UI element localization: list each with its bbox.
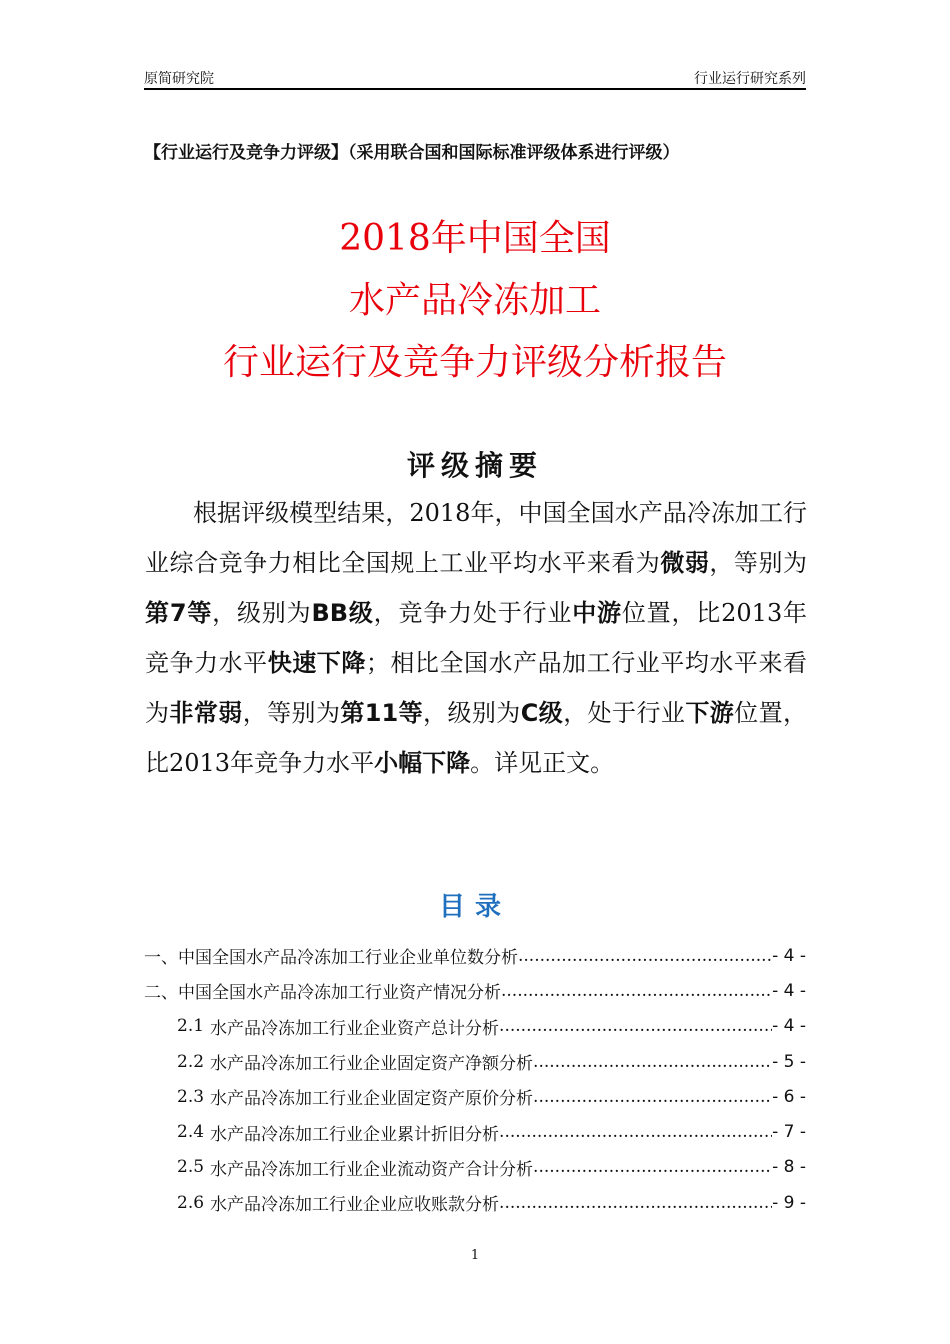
toc-leader — [499, 1122, 772, 1142]
toc-title[interactable]: 水产品冷冻加工行业企业固定资产净额分析 — [210, 1054, 534, 1075]
table-of-contents — [144, 938, 806, 1220]
toc-leader — [499, 1193, 772, 1213]
toc-number: 2.1 — [177, 1016, 205, 1037]
toc-number: 2.3 — [177, 1086, 205, 1107]
summary-highlight: C级 — [520, 699, 564, 727]
summary-highlight: 快速下降 — [267, 649, 366, 677]
summary-text: ，级别为 — [212, 599, 312, 627]
summary-text: ，等别为 — [709, 549, 808, 577]
summary-heading: 评级摘要 — [406, 449, 543, 482]
toc-entry[interactable] — [144, 1114, 806, 1149]
header-series: 行业运行研究系列 — [694, 71, 806, 87]
toc-number: 2.2 — [177, 1051, 205, 1072]
toc-page: - 4 - — [772, 945, 806, 966]
toc-entry[interactable] — [144, 1009, 806, 1044]
toc-title[interactable]: 一、中国全国水产品冷冻加工行业企业单位数分析 — [144, 948, 518, 969]
toc-leader — [533, 1052, 772, 1072]
page-header — [144, 66, 806, 90]
summary-highlight: BB级 — [311, 599, 374, 627]
toc-page: - 9 - — [772, 1192, 806, 1213]
toc-title[interactable]: 水产品冷冻加工行业企业应收账款分析 — [210, 1195, 500, 1216]
summary-highlight: 微弱 — [660, 549, 710, 577]
summary-text: ，等别为 — [242, 699, 341, 727]
report-title — [0, 208, 950, 394]
summary-paragraph — [145, 488, 807, 788]
toc-title[interactable]: 水产品冷冻加工行业企业累计折旧分析 — [210, 1124, 500, 1145]
title-line: 水产品冷冻加工 — [348, 280, 601, 321]
summary-highlight: 下游 — [685, 699, 735, 727]
report-subtitle: 【行业运行及竞争力评级】（采用联合国和国际标准评级体系进行评级） — [144, 143, 680, 163]
summary-highlight: 非常弱 — [169, 699, 243, 727]
title-line: 2018年中国全国 — [339, 218, 611, 259]
summary-text: 。详见正文。 — [470, 749, 615, 777]
toc-title[interactable]: 水产品冷冻加工行业企业流动资产合计分析 — [210, 1159, 534, 1180]
summary-highlight: 第11等 — [340, 699, 424, 727]
toc-heading: 目录 — [438, 892, 511, 922]
summary-highlight: 第7等 — [145, 599, 213, 627]
toc-entry[interactable] — [144, 973, 806, 1008]
toc-leader — [518, 946, 772, 966]
toc-page: - 4 - — [772, 980, 806, 1001]
toc-page: - 7 - — [772, 1122, 806, 1143]
toc-entry[interactable] — [144, 1044, 806, 1079]
toc-leader — [533, 1087, 772, 1107]
toc-title[interactable]: 二、中国全国水产品冷冻加工行业资产情况分析 — [144, 983, 501, 1004]
summary-highlight: 中游 — [572, 599, 622, 627]
summary-text: 位置，比2013年竞争力水平 — [145, 699, 807, 777]
toc-entry[interactable] — [144, 1079, 806, 1114]
toc-number: 2.5 — [177, 1157, 205, 1178]
summary-text: ，处于行业 — [563, 699, 686, 727]
page-number: 1 — [470, 1248, 480, 1263]
summary-text: ，级别为 — [423, 699, 521, 727]
toc-number: 2.4 — [177, 1122, 205, 1143]
summary-highlight: 小幅下降 — [374, 749, 471, 777]
toc-page: - 8 - — [772, 1157, 806, 1178]
toc-number: 2.6 — [177, 1192, 205, 1213]
toc-title[interactable]: 水产品冷冻加工行业企业固定资产原价分析 — [210, 1089, 534, 1110]
toc-entry[interactable] — [144, 938, 806, 973]
summary-text: 位置，比2013年竞争力水平 — [145, 599, 808, 677]
toc-entry[interactable] — [144, 1185, 806, 1220]
toc-leader — [501, 981, 772, 1001]
toc-leader — [533, 1157, 772, 1177]
toc-entry[interactable] — [144, 1150, 806, 1185]
toc-page: - 4 - — [772, 1016, 806, 1037]
header-org: 原简研究院 — [144, 71, 214, 87]
title-line: 行业运行及竞争力评级分析报告 — [222, 342, 727, 383]
summary-text: ；相比全国水产品加工行业平均水平来看为 — [145, 649, 808, 727]
toc-title[interactable]: 水产品冷冻加工行业企业资产总计分析 — [210, 1018, 500, 1039]
summary-text: 根据评级模型结果，2018年，中国全国水产品冷冻加工行业综合竞争力相比全国规上工业平均水平来看为 — [145, 499, 807, 577]
toc-page: - 6 - — [772, 1086, 806, 1107]
summary-text: ，竞争力处于行业 — [373, 599, 573, 627]
toc-page: - 5 - — [772, 1051, 806, 1072]
toc-leader — [499, 1016, 772, 1036]
